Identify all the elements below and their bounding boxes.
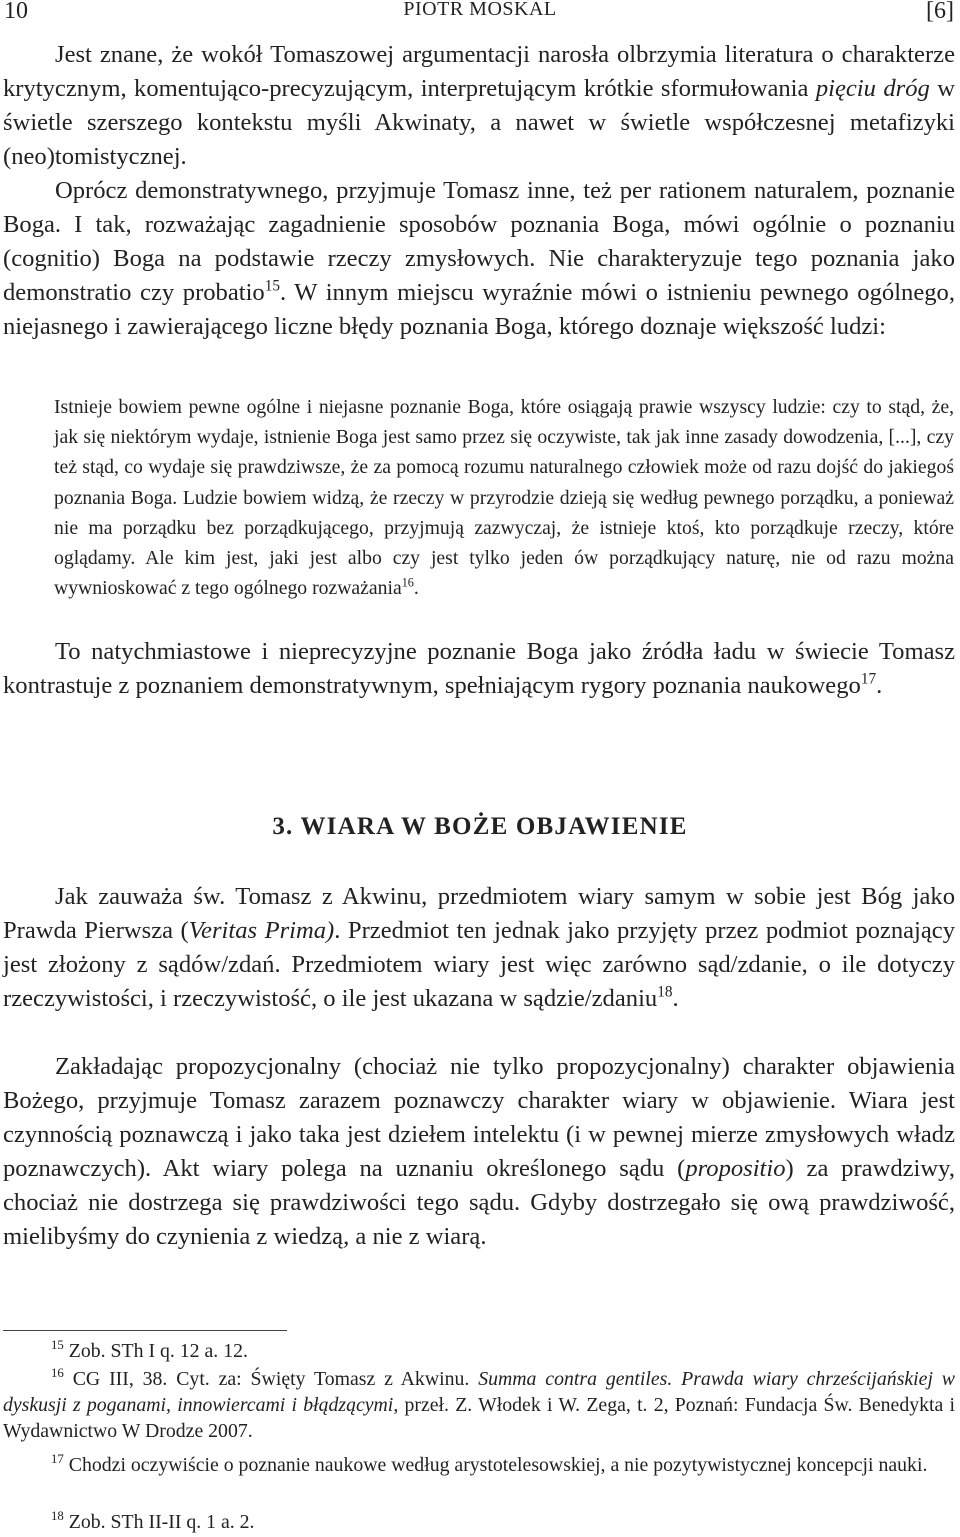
section-number: [6]	[926, 0, 954, 24]
paragraph-4: Jak zauważa św. Tomasz z Akwinu, przedmiotem wiary samym w sobie jest Bóg jako Prawda Pierwsza (Veritas Prima). Przedmiot ten jednak jako przyjęty przez podmiot poznający jest złożony z sądów/zdań. Przedmiotem wiary jest więc zarówno sąd/zdanie, o ile dotyczy rzeczywistości, i rzeczywistość, o ile jest ukazana w sądzie/zdaniu$^{18}$.	[3, 883, 956, 1012]
running-title: PIOTR MOSKAL	[403, 0, 557, 20]
page-number: 10	[4, 0, 28, 24]
paragraph-2: Oprócz demonstratywnego, przyjmuje Tomasz inne, też per rationem naturalem, poznanie Boga. I tak, rozważając zagadnienie sposobów poznania Boga, mówi ogólnie o poznaniu (cognitio) Boga na podstawie rzeczy zmysłowych. Nie charakteryzuje tego poznania jako demonstratio czy probatio$^{15}$. W innym miejscu wyraźnie mówi o istnieniu pewnego ogólnego, niejasnego i zawierającego liczne błędy poznania Boga, którego doznaje większość ludzi:	[3, 177, 955, 340]
footnote-ref-15[interactable]: 15	[264, 277, 280, 295]
footnote-18: $^{18}$ Zob. STh II-II q. 1 a. 2.	[51, 1509, 255, 1533]
paragraph-5: Zakładając propozycjonalny (chociaż nie tylko propozycjonalny) charakter objawienia Bożego, przyjmuje Tomasz zarazem poznawczy charakter wiary w objawienie. Wiara jest czynnością poznawczą i jako taka jest dziełem intelektu (i w pewnej mierze zmysłowych władz poznawczych). Akt wiary polega na uznaniu określonego sądu (propositio) za prawdziwy, chociaż nie dostrzega się prawdziwości tego sądu. Gdyby dostrzegało się ową prawdziwość, mielibyśmy do czynienia z wiedzą, a nie z wiarą.	[3, 1053, 955, 1250]
section-heading: 3. WIARA W BOŻE OBJAWIENIE	[272, 813, 688, 840]
paragraph-3: To natychmiastowe i nieprecyzyjne poznanie Boga jako źródła ładu w świecie Tomasz kontrastuje z poznaniem demonstratywnym, spełniającym rygory poznania naukowego$^{17}$.	[3, 638, 955, 699]
footnote-16: $^{16}$ CG III, 38. Cyt. za: Święty Tomasz z Akwinu. Summa contra gentiles. Prawda wiary chrześcijańskiej w dyskusji z poganami, innowiercami i błądzącymi, przeł. Z. Włodek i W. Zega, t. 2, Poznań: Fundacja Św. Benedykta i Wydawnictwo W Drodze 2007.	[3, 1366, 956, 1442]
footnote-ref-18[interactable]: 18	[657, 983, 673, 1001]
footnote-ref-17[interactable]: 17	[860, 670, 877, 688]
paragraph-1: Jest znane, że wokół Tomaszowej argumentacji narosła olbrzymia literatura o charakterze krytycznym, komentująco-precyzującym, interpretującym krótkie sformułowania pięciu dróg w świetle szerszego kontekstu myśli Akwinaty, a nawet w świetle współczesnej metafizyki (neo)tomistycznej.	[3, 41, 955, 170]
footnote-17: $^{17}$ Chodzi oczywiście o poznanie naukowe według arystotelesowskiej, a nie pozytywistycznej koncepcji nauki.	[51, 1452, 928, 1476]
footnote-divider	[3, 1330, 287, 1331]
footnote-15: $^{15}$ Zob. STh I q. 12 a. 12.	[51, 1338, 248, 1362]
running-header	[0, 0, 960, 30]
block-quote: Istnieje bowiem pewne ogólne i niejasne poznanie Boga, które osiągają prawie wszyscy ludzie: czy to stąd, że, jak się niektórym wydaje, istnienie Boga jest samo przez się oczywiste, tak jak inne zasady dowodzenia, [...], czy też stąd, co wydaje się prawdziwsze, że za pomocą rozumu naturalnego człowiek może od razu dojść do jakiegoś poznania Boga. Ludzie bowiem widzą, że rzeczy w przyrodzie dzieją się według pewnego porządku, a ponieważ nie ma porządku bez porządkującego, przyjmują zazwyczaj, że istnieje ktoś, kto porządkuje rzeczy, które oglądamy. Ale kim jest, jaki jest albo czy jest tylko jeden ów porządkujący naturę, nie od razu można wywnioskować z tego ogólnego rozważania$^{16}$.	[54, 396, 954, 600]
footnote-ref-16[interactable]: 16	[401, 575, 414, 590]
